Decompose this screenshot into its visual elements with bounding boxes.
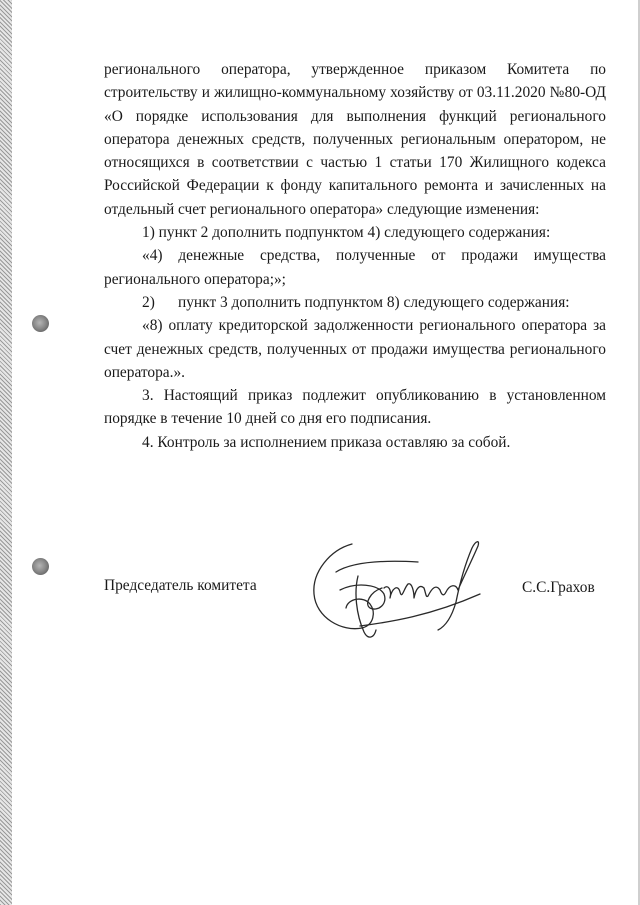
item-1-paragraph: 1) пункт 2 дополнить подпунктом 4) следующего содержания: <box>142 224 551 242</box>
clause-4-paragraph: 4. Контроль за исполнением приказа оставляю за собой. <box>142 433 511 451</box>
item-2-paragraph <box>104 291 606 314</box>
punch-hole-icon <box>32 558 49 575</box>
clause-3-paragraph: 3. Настоящий приказ подлежит опубликованию в установленном порядке в течение 10 дней со дня его подписания. <box>104 387 606 428</box>
item-2-text: пункт 3 дополнить подпунктом 8) следующего содержания: <box>178 293 570 311</box>
item-1-quote-paragraph: «4) денежные средства, полученные от продажи имущества регионального оператора;»; <box>104 247 606 288</box>
signer-name: С.С.Грахов <box>522 579 595 596</box>
signer-position: Председатель комитета <box>104 577 257 594</box>
document-body <box>104 58 606 454</box>
scan-edge-left <box>0 0 12 905</box>
item-2-number: 2) <box>142 293 155 311</box>
handwritten-signature-icon <box>300 532 500 642</box>
item-2-quote-paragraph: «8) оплату кредиторской задолженности регионального оператора за счет денежных средств, полученных от продажи имущества регионального оператора.». <box>104 317 606 381</box>
intro-paragraph: регионального оператора, утвержденное приказом Комитета по строительству и жилищно-коммунальному хозяйству от 03.11.2020 №80-ОД «О порядке использования для выполнения функций регионального оператора денежных средств, полученных региональным оператором, не относящихся в соответствии с частью 1 статьи 170 Жилищного кодекса Российской Федерации к фонду капитального ремонта и зачисленных на отдельный счет регионального оператора» следующие изменения: <box>104 61 606 218</box>
punch-hole-icon <box>32 315 49 332</box>
